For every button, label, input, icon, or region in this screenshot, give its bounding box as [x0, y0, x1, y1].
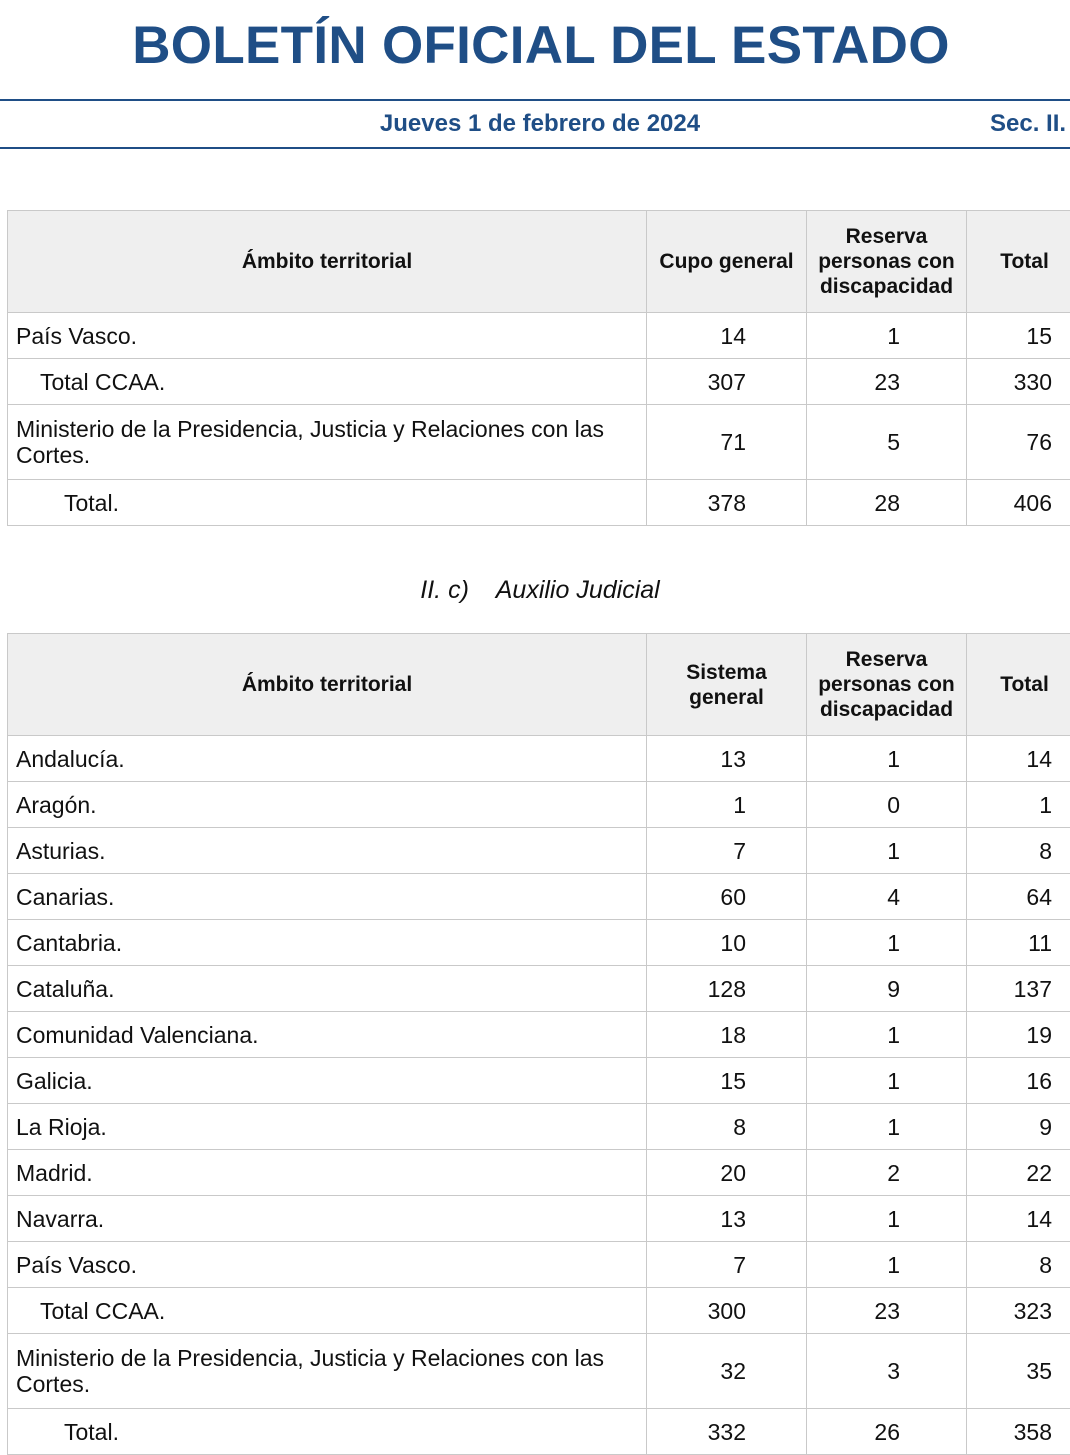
- header-total: Total: [967, 634, 1070, 736]
- cell-cupo: 378: [647, 480, 807, 526]
- cell-reserva: 23: [807, 1288, 967, 1334]
- cell-reserva: 2: [807, 1150, 967, 1196]
- header-total: Total: [967, 211, 1070, 313]
- row-label: Total CCAA.: [8, 359, 647, 405]
- row-label: Navarra.: [8, 1196, 647, 1242]
- table-row-subtotal: [8, 359, 1070, 405]
- table-row: [8, 874, 1070, 920]
- cell-total: 64: [967, 874, 1070, 920]
- header-reserva: Reserva personas con discapacidad: [807, 634, 967, 736]
- cell-sistema: 1: [647, 782, 807, 828]
- cell-reserva: 1: [807, 736, 967, 782]
- header-sistema-general: Sistema general: [647, 634, 807, 736]
- row-label: Canarias.: [8, 874, 647, 920]
- page-title: BOLETÍN OFICIAL DEL ESTADO: [0, 14, 1070, 78]
- cell-reserva: 1: [807, 1242, 967, 1288]
- row-label: Andalucía.: [8, 736, 647, 782]
- table-header-row: [8, 211, 1070, 313]
- cell-sistema: 10: [647, 920, 807, 966]
- row-label: Ministerio de la Presidencia, Justicia y Relaciones con las Cortes.: [8, 405, 647, 480]
- cell-total: 16: [967, 1058, 1070, 1104]
- cell-total: 8: [967, 828, 1070, 874]
- cell-sistema: 300: [647, 1288, 807, 1334]
- cell-reserva: 1: [807, 1012, 967, 1058]
- cell-total: 1: [967, 782, 1070, 828]
- cell-sistema: 60: [647, 874, 807, 920]
- table-row: [8, 1334, 1070, 1409]
- cell-sistema: 20: [647, 1150, 807, 1196]
- table-row-subtotal: [8, 1288, 1070, 1334]
- cell-sistema: 8: [647, 1104, 807, 1150]
- row-label: País Vasco.: [8, 313, 647, 359]
- table-row: [8, 313, 1070, 359]
- cell-sistema: 7: [647, 828, 807, 874]
- table-row: [8, 920, 1070, 966]
- header-reserva: Reserva personas con discapacidad: [807, 211, 967, 313]
- header-cupo-general: Cupo general: [647, 211, 807, 313]
- publication-date: Jueves 1 de febrero de 2024: [0, 110, 1070, 138]
- cell-sistema: 15: [647, 1058, 807, 1104]
- table-row: [8, 966, 1070, 1012]
- cell-total: 137: [967, 966, 1070, 1012]
- section-label: Sec. II.: [990, 110, 1066, 138]
- cell-reserva: 4: [807, 874, 967, 920]
- cell-total: 76: [967, 405, 1070, 480]
- table-row: [8, 736, 1070, 782]
- cell-total: 330: [967, 359, 1070, 405]
- row-label: Comunidad Valenciana.: [8, 1012, 647, 1058]
- cell-reserva: 1: [807, 1196, 967, 1242]
- table-row: [8, 1196, 1070, 1242]
- cell-reserva: 26: [807, 1409, 967, 1455]
- table-row: [8, 828, 1070, 874]
- cell-total: 11: [967, 920, 1070, 966]
- cell-total: 9: [967, 1104, 1070, 1150]
- table-row: [8, 405, 1070, 480]
- cell-reserva: 23: [807, 359, 967, 405]
- table-row: [8, 1242, 1070, 1288]
- header-bottom-rule: [0, 147, 1070, 149]
- cell-total: 323: [967, 1288, 1070, 1334]
- cell-reserva: 9: [807, 966, 967, 1012]
- cell-reserva: 3: [807, 1334, 967, 1409]
- cell-total: 358: [967, 1409, 1070, 1455]
- table-row-total: [8, 1409, 1070, 1455]
- header-top-rule: [0, 99, 1070, 101]
- row-label: País Vasco.: [8, 1242, 647, 1288]
- row-label: Ministerio de la Presidencia, Justicia y Relaciones con las Cortes.: [8, 1334, 647, 1409]
- cell-reserva: 1: [807, 313, 967, 359]
- cell-sistema: 7: [647, 1242, 807, 1288]
- row-label: Aragón.: [8, 782, 647, 828]
- cell-sistema: 13: [647, 1196, 807, 1242]
- row-label: Cataluña.: [8, 966, 647, 1012]
- subtitle-number: II. c): [420, 576, 469, 604]
- section-subtitle: [0, 576, 1070, 605]
- subtitle-name: Auxilio Judicial: [496, 576, 660, 604]
- cell-reserva: 1: [807, 828, 967, 874]
- cell-cupo: 307: [647, 359, 807, 405]
- cell-reserva: 28: [807, 480, 967, 526]
- cell-total: 15: [967, 313, 1070, 359]
- cell-total: 14: [967, 1196, 1070, 1242]
- table-row: [8, 1058, 1070, 1104]
- cell-total: 8: [967, 1242, 1070, 1288]
- cell-total: 22: [967, 1150, 1070, 1196]
- cell-total: 19: [967, 1012, 1070, 1058]
- cell-reserva: 1: [807, 920, 967, 966]
- row-label: Madrid.: [8, 1150, 647, 1196]
- cell-sistema: 332: [647, 1409, 807, 1455]
- row-label: Galicia.: [8, 1058, 647, 1104]
- plazas-table-1: [7, 210, 1070, 526]
- cell-total: 406: [967, 480, 1070, 526]
- cell-total: 14: [967, 736, 1070, 782]
- cell-sistema: 18: [647, 1012, 807, 1058]
- header-ambito: Ámbito territorial: [8, 211, 647, 313]
- row-label: La Rioja.: [8, 1104, 647, 1150]
- row-label: Total.: [8, 1409, 647, 1455]
- cell-sistema: 13: [647, 736, 807, 782]
- table-row: [8, 1150, 1070, 1196]
- cell-reserva: 5: [807, 405, 967, 480]
- cell-total: 35: [967, 1334, 1070, 1409]
- table-header-row: [8, 634, 1070, 736]
- table-body: [8, 736, 1070, 1455]
- cell-cupo: 14: [647, 313, 807, 359]
- table-row-total: [8, 480, 1070, 526]
- table-row: [8, 1104, 1070, 1150]
- cell-reserva: 0: [807, 782, 967, 828]
- table-row: [8, 1012, 1070, 1058]
- row-label: Asturias.: [8, 828, 647, 874]
- cell-sistema: 128: [647, 966, 807, 1012]
- plazas-table-2: [7, 633, 1070, 1455]
- cell-reserva: 1: [807, 1104, 967, 1150]
- row-label: Total.: [8, 480, 647, 526]
- row-label: Cantabria.: [8, 920, 647, 966]
- cell-sistema: 32: [647, 1334, 807, 1409]
- table-row: [8, 782, 1070, 828]
- cell-reserva: 1: [807, 1058, 967, 1104]
- header-ambito: Ámbito territorial: [8, 634, 647, 736]
- row-label: Total CCAA.: [8, 1288, 647, 1334]
- cell-cupo: 71: [647, 405, 807, 480]
